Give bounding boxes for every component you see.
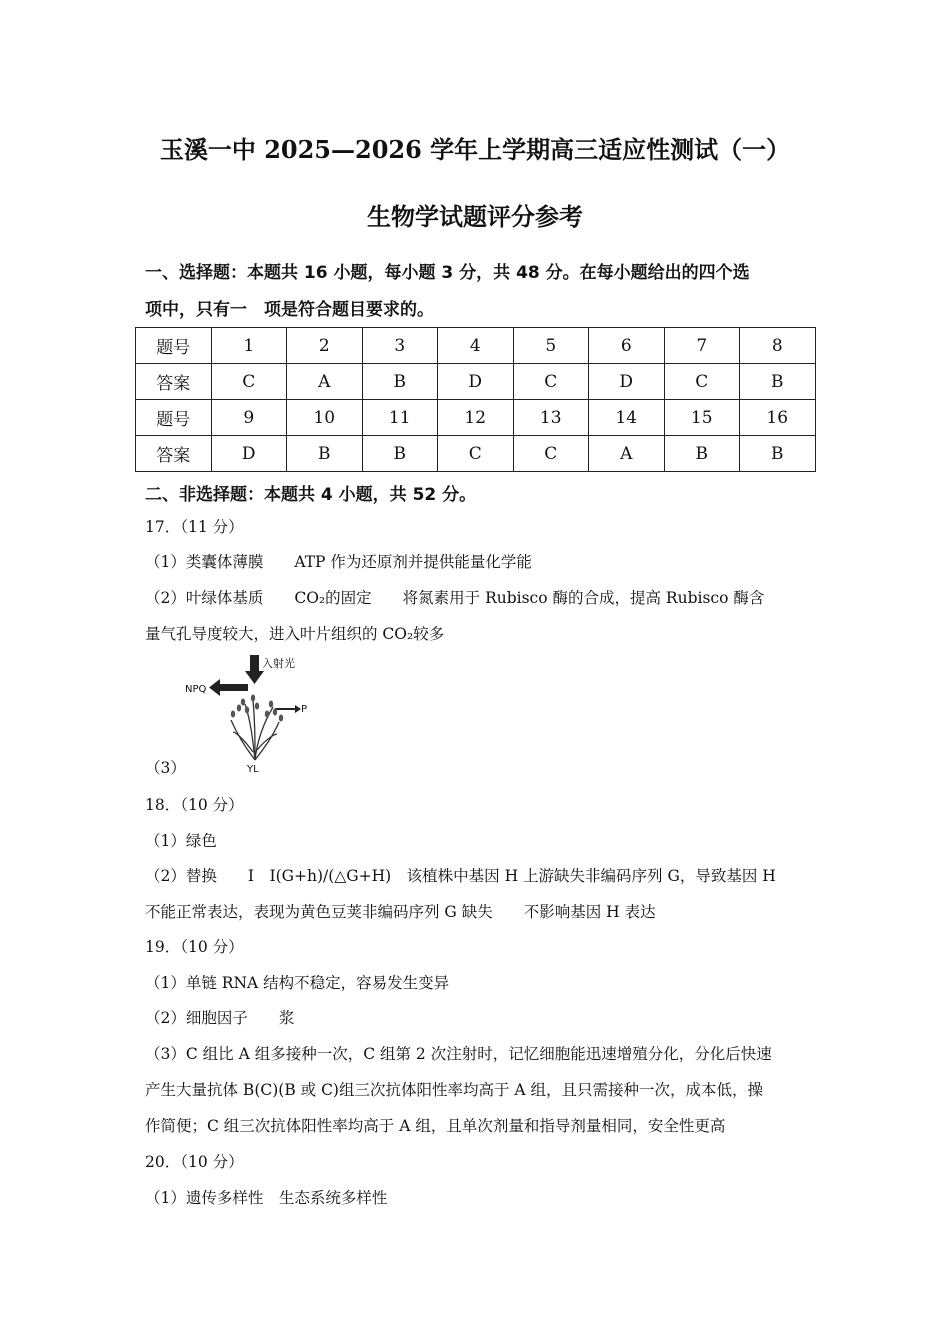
npq-arrow-shaft [220,684,248,691]
incident-light-arrow-head [245,671,264,684]
table-cell: A [287,364,363,400]
p-label: P [301,704,308,715]
section1-line1: 一、选择题：本题共 16 小题，每小题 3 分，共 48 分。在每小题给出的四个选 [145,263,750,283]
table-cell: B [287,436,363,472]
table-cell: C [513,436,589,472]
q19-part1: （1）单链 RNA 结构不稳定，容易发生变异 [145,974,450,992]
q18-part2-line2: 不能正常表达，表现为黄色豆荚非编码序列 G 缺失 不影响基因 H 表达 [145,903,656,921]
table-cell: 6 [589,328,665,364]
table-row-header: 题号 [136,328,212,364]
table-cell: 5 [513,328,589,364]
exam-subtitle: 生物学试题评分参考 [367,202,583,231]
q17-part2-line2: 量气孔导度较大，进入叶片组织的 CO₂较多 [145,625,445,643]
table-cell: 1 [211,328,287,364]
q20-part1: （1）遗传多样性 生态系统多样性 [145,1189,388,1207]
table-cell: B [664,436,740,472]
table-cell: 16 [740,400,816,436]
table-cell: C [664,364,740,400]
table-cell: 8 [740,328,816,364]
table-row [136,400,816,436]
table-row [136,328,816,364]
exam-title: 玉溪一中 2025—2026 学年上学期高三适应性测试（一） [159,135,791,164]
q18-heading: 18．（10 分） [145,796,244,814]
table-cell: 3 [362,328,438,364]
table-row [136,364,816,400]
table-cell: 11 [362,400,438,436]
table-cell: B [740,364,816,400]
table-cell: D [589,364,665,400]
section2-heading: 二、非选择题：本题共 4 小题，共 52 分。 [145,485,477,505]
table-row-header: 题号 [136,400,212,436]
table-cell: B [362,436,438,472]
incident-light-label: 入射光 [262,657,295,670]
table-cell: 10 [287,400,363,436]
q19-heading: 19．（10 分） [145,938,244,956]
table-cell: 2 [287,328,363,364]
table-cell: 13 [513,400,589,436]
table-cell: B [740,436,816,472]
q19-part3-line3: 作简便；C 组三次抗体阳性率均高于 A 组，且单次剂量和指导剂量相同，安全性更高 [145,1117,726,1135]
table-cell: C [513,364,589,400]
table-cell: C [211,364,287,400]
table-cell: D [211,436,287,472]
q17-heading: 17．（11 分） [145,518,244,536]
table-cell: 9 [211,400,287,436]
q20-heading: 20．（10 分） [145,1153,244,1171]
incident-light-arrow-shaft [250,655,259,671]
q19-part2: （2）细胞因子 浆 [145,1009,295,1027]
table-cell: B [362,364,438,400]
table-cell: A [589,436,665,472]
table-row-header: 答案 [136,364,212,400]
q18-part2-line1: （2）替换 Ⅰ I(G+h)/(△G+H) 该植株中基因 H 上游缺失非编码序列 G，导致基因 H [145,867,776,885]
answer-table [135,327,816,472]
q17-part2-line1: （2）叶绿体基质 CO₂的固定 将氮素用于 Rubisco 酶的合成，提高 Rubisco 酶含 [145,589,765,607]
q19-part3-line2: 产生大量抗体 B(C)(B 或 C)组三次抗体阳性率均高于 A 组，且只需接种一次，成本低，操 [145,1081,764,1099]
table-row-header: 答案 [136,436,212,472]
table-row [136,436,816,472]
table-cell: 7 [664,328,740,364]
q17-part1: （1）类囊体薄膜 ATP 作为还原剂并提供能量化学能 [145,553,532,571]
table-cell: 4 [438,328,514,364]
npq-arrow-head [209,679,220,696]
table-cell: 12 [438,400,514,436]
npq-label: NPQ [185,684,207,695]
plant-light-diagram [183,652,313,774]
q17-part3: （3） [145,759,186,777]
q19-part3-line1: （3）C 组比 A 组多接种一次，C 组第 2 次注射时，记忆细胞能迅速增殖分化，分化后快速 [145,1045,772,1063]
table-cell: 14 [589,400,665,436]
yl-label: YL [247,764,259,774]
table-cell: 15 [664,400,740,436]
q18-part1: （1）绿色 [145,832,217,850]
table-cell: D [438,364,514,400]
table-cell: C [438,436,514,472]
section1-line2: 项中，只有一 项是符合题目要求的。 [145,300,434,320]
